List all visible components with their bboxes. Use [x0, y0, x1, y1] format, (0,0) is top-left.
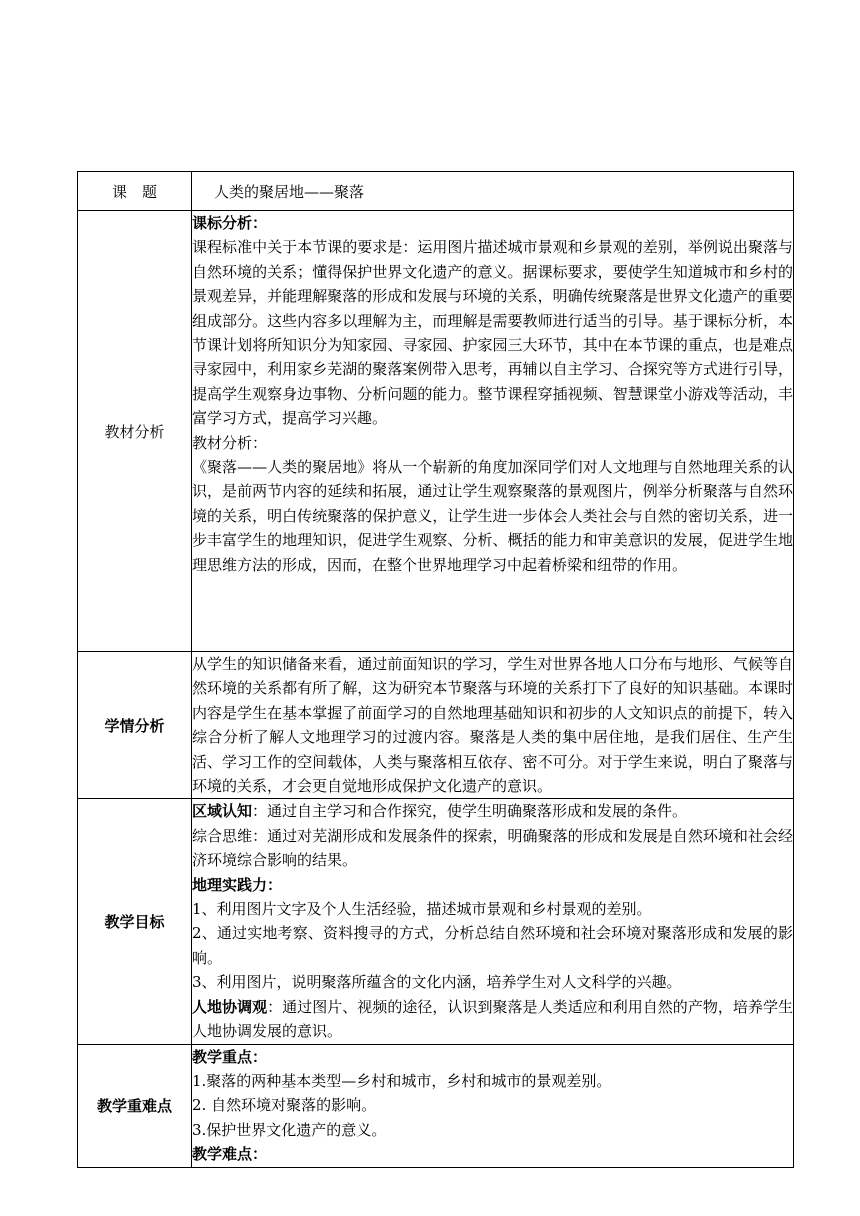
student-analysis-content — [192, 652, 794, 799]
material-analysis-label: 教材分析 — [78, 211, 192, 652]
student-analysis-text: 从学生的知识储备来看，通过前面知识的学习，学生对世界各地人口分布与地形、气候等自然环境的关系都有所了解，这为研究本节聚落与环境的关系打下了良好的知识基础。本课时内容是学生在基本掌握了前面学习的自然地理基础知识和初步的人文知识点的前提下，转入综合分析了解人文地理学习的过渡内容。聚落是人类的集中居住地，是我们居住、生产生活、学习工作的空间载体，人类与聚落相互依存、密不可分。对于学生来说，明白了聚落与环境的关系，才会更自觉地形成保护文化遗产的意识。 — [192, 655, 793, 796]
student-analysis-row — [78, 652, 794, 799]
material-analysis-row — [78, 211, 794, 652]
title-label: 课 题 — [78, 172, 192, 211]
focus-heading: 教学重点： — [192, 1047, 268, 1066]
practice-heading: 地理实践力： — [192, 875, 283, 894]
focus-item-2: 2. 自然环境对聚落的影响。 — [192, 1096, 377, 1115]
key-points-content — [192, 1044, 794, 1167]
student-analysis-label: 学情分析 — [78, 652, 192, 799]
practice-item-1: 1、利用图片文字及个人生活经验，描述城市景观和乡村景观的差别。 — [192, 900, 652, 919]
lesson-plan-table — [77, 171, 794, 1168]
curriculum-text: 课程标准中关于本节课的要求是：运用图片描述城市景观和乡景观的差别，举例说出聚落与自然环境的关系；懂得保护世界文化遗产的意义。据课标要求，要使学生知道城市和乡村的景观差异，并能理解聚落的形成和发展与环境的关系，明确传统聚落是世界文化遗产的重要组成部分。这些内容多以理解为主，而理解是需要教师进行适当的引导。基于课标分析，本节课计划将所知识分为知家园、寻家园、护家园三大环节，其中在本节课的重点，也是难点寻家园中，利用家乡芜湖的聚落案例带入思考，再辅以自主学习、合探究等方式进行引导，提高学生观察身边事物、分析问题的能力。整节课程穿插视频、智慧课堂小游戏等活动，丰富学习方式，提高学习兴趣。 — [192, 238, 793, 428]
regional-cognition — [192, 799, 793, 823]
title-row — [78, 172, 794, 211]
harmony-text: ：通过图片、视频的途径，认识到聚落是人类适应和利用自然的产物，培养学生人地协调发展的意识。 — [192, 997, 793, 1041]
practice-item-2: 2、通过实地考察、资料搜寻的方式，分析总结自然环境和社会环境对聚落形成和发展的影响。 — [192, 924, 793, 967]
focus-item-3: 3.保护世界文化遗产的意义。 — [192, 1120, 387, 1139]
teaching-goals-content — [192, 799, 794, 1044]
material-analysis-content — [192, 211, 794, 652]
curriculum-heading: 课标分析： — [192, 214, 268, 232]
textbook-text: 《聚落——人类的聚居地》将从一个崭新的角度加深同学们对人文地理与自然地理关系的认识，是前两节内容的延续和拓展，通过让学生观察聚落的景观图片，例举分析聚落与自然环境的关系，明白传统聚落的保护意义，让学生进一步体会人类社会与自然的密切关系，进一步丰富学生的地理知识，促进学生观察、分析、概括的能力和审美意识的发展，促进学生地理思维方法的形成，因而，在整个世界地理学习中起着桥梁和纽带的作用。 — [192, 458, 793, 574]
lesson-title: 人类的聚居地——聚落 — [192, 172, 794, 211]
teaching-goals-row — [78, 799, 794, 1044]
regional-text: ：通过自主学习和合作探究，使学生明确聚落形成和发展的条件。 — [252, 802, 688, 821]
regional-heading: 区域认知 — [192, 802, 253, 821]
key-points-row — [78, 1044, 794, 1167]
harmony-goal — [192, 995, 793, 1044]
difficulty-heading: 教学难点： — [192, 1145, 268, 1164]
teaching-goals-label: 教学目标 — [78, 799, 192, 1044]
practice-item-3: 3、利用图片，说明聚落所蕴含的文化内涵，培养学生对人文科学的兴趣。 — [192, 973, 682, 992]
focus-item-1: 1.聚落的两种基本类型—乡村和城市，乡村和城市的景观差别。 — [192, 1071, 612, 1090]
textbook-heading: 教材分析： — [192, 433, 268, 452]
harmony-heading: 人地协调观 — [192, 997, 268, 1016]
synthesis-text: 综合思维：通过对芜湖形成和发展条件的探索，明确聚落的形成和发展是自然环境和社会经济环境综合影响的结果。 — [192, 826, 793, 870]
key-points-label: 教学重难点 — [78, 1044, 192, 1167]
